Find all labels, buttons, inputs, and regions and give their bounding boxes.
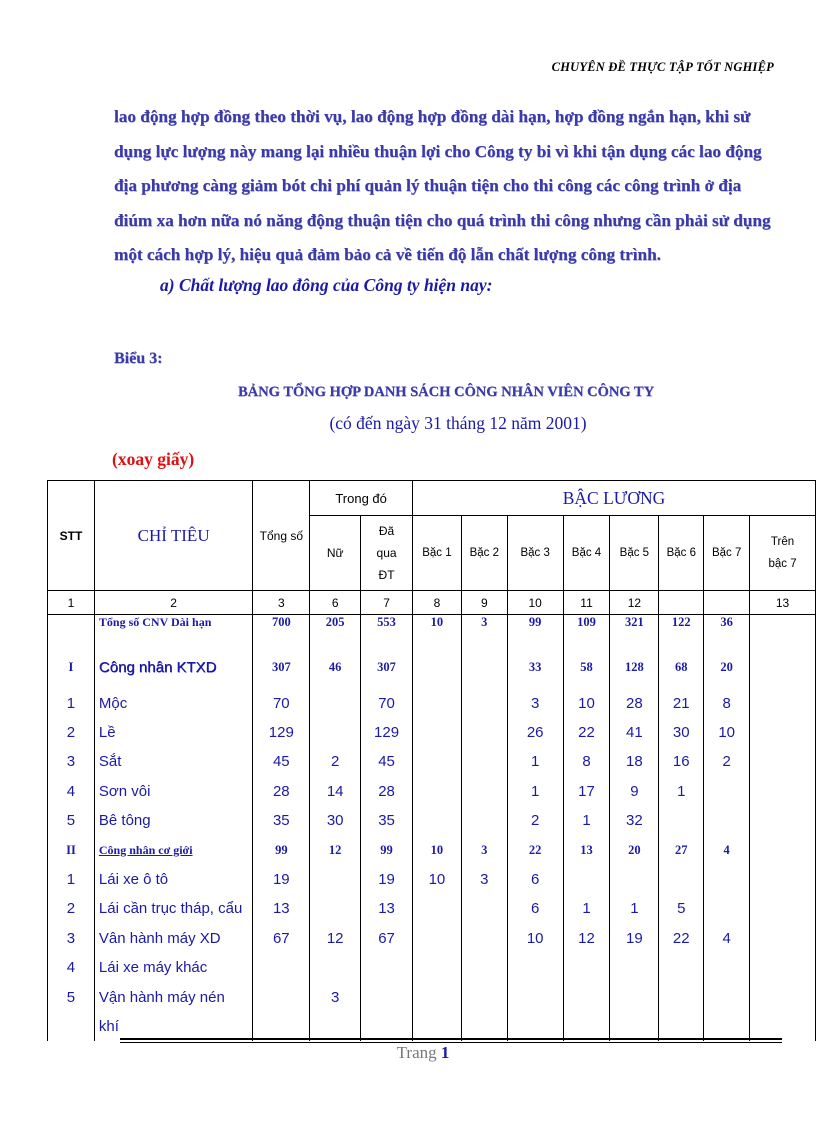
table-cell bbox=[750, 806, 816, 835]
table-cell bbox=[461, 924, 507, 953]
table-cell bbox=[704, 865, 750, 894]
table-cell bbox=[659, 953, 704, 982]
table-cell: 4 bbox=[704, 835, 750, 864]
column-number-row bbox=[48, 591, 816, 615]
table-cell: 19 bbox=[610, 924, 659, 953]
table-cell bbox=[310, 1012, 361, 1041]
column-number-cell: 2 bbox=[94, 591, 253, 615]
table-cell: 45 bbox=[253, 747, 310, 776]
table-cell bbox=[750, 953, 816, 982]
paragraph-line: địa phương càng giảm bót chi phí quản lý thuận tiện cho thi công các công trình ở địa bbox=[114, 176, 742, 195]
table-cell: Công nhân cơ giới bbox=[94, 835, 253, 864]
table-cell: 4 bbox=[48, 777, 95, 806]
header-tren-bac-7 bbox=[750, 516, 816, 591]
table-cell: 35 bbox=[361, 806, 413, 835]
staff-table bbox=[47, 480, 816, 1041]
table-cell: 70 bbox=[253, 689, 310, 718]
table-cell: 1 bbox=[48, 865, 95, 894]
table-cell: Tổng số CNV Dài hạn bbox=[94, 615, 253, 647]
table-cell: Sắt bbox=[94, 747, 253, 776]
table-cell: 99 bbox=[253, 835, 310, 864]
table-cell: 6 bbox=[507, 865, 563, 894]
table-cell bbox=[310, 689, 361, 718]
section-subheading: a) Chất lượng lao đông của Công ty hiện nay: bbox=[160, 275, 493, 295]
table-cell bbox=[750, 1012, 816, 1041]
table-cell bbox=[750, 924, 816, 953]
header-da-qua-dt bbox=[361, 516, 413, 591]
page-number: 1 bbox=[440, 1043, 450, 1062]
table-cell: 19 bbox=[361, 865, 413, 894]
table-cell bbox=[412, 1012, 461, 1041]
table-cell: 321 bbox=[610, 615, 659, 647]
table-cell: 3 bbox=[461, 835, 507, 864]
table-cell: 70 bbox=[361, 689, 413, 718]
table-cell: 20 bbox=[610, 835, 659, 864]
table-cell: 68 bbox=[659, 647, 704, 689]
table-cell: 4 bbox=[704, 924, 750, 953]
table-cell: 28 bbox=[253, 777, 310, 806]
table-row bbox=[48, 1012, 816, 1041]
table-cell: 129 bbox=[253, 718, 310, 747]
table-row bbox=[48, 806, 816, 835]
header-bac-5: Bặc 5 bbox=[610, 516, 659, 591]
table-cell bbox=[750, 835, 816, 864]
table-cell bbox=[461, 718, 507, 747]
table-row bbox=[48, 718, 816, 747]
table-cell: 4 bbox=[48, 953, 95, 982]
table-cell: Công nhân KTXD bbox=[94, 647, 253, 689]
table-cell: 1 bbox=[507, 747, 563, 776]
table-cell: 28 bbox=[361, 777, 413, 806]
table-cell bbox=[461, 894, 507, 923]
table-cell bbox=[704, 982, 750, 1011]
column-number-cell: 8 bbox=[412, 591, 461, 615]
column-number-cell: 7 bbox=[361, 591, 413, 615]
table-cell: Vận hành máy nén bbox=[94, 982, 253, 1011]
table-cell: 36 bbox=[704, 615, 750, 647]
table-cell: 1 bbox=[507, 777, 563, 806]
table-row bbox=[48, 835, 816, 864]
table-cell: Bê tông bbox=[94, 806, 253, 835]
column-number-cell: 13 bbox=[750, 591, 816, 615]
table-cell: Lái xe ô tô bbox=[94, 865, 253, 894]
table-cell: Sơn vôi bbox=[94, 777, 253, 806]
table-cell: 2 bbox=[507, 806, 563, 835]
table-cell bbox=[750, 647, 816, 689]
header-tren: Trên bbox=[770, 536, 795, 548]
table-cell bbox=[361, 953, 413, 982]
table-cell: 16 bbox=[659, 747, 704, 776]
table-cell: 19 bbox=[253, 865, 310, 894]
table-cell: 46 bbox=[310, 647, 361, 689]
table-cell: 10 bbox=[704, 718, 750, 747]
table-cell bbox=[310, 894, 361, 923]
table-cell: 18 bbox=[610, 747, 659, 776]
table-cell: 1 bbox=[48, 689, 95, 718]
table-cell: 28 bbox=[610, 689, 659, 718]
table-cell: 20 bbox=[704, 647, 750, 689]
table-cell: 10 bbox=[412, 865, 461, 894]
table-cell bbox=[310, 953, 361, 982]
table-cell bbox=[750, 777, 816, 806]
table-cell bbox=[48, 1012, 95, 1041]
table-cell bbox=[563, 982, 610, 1011]
table-row bbox=[48, 865, 816, 894]
table-cell bbox=[461, 953, 507, 982]
table-cell: 10 bbox=[412, 615, 461, 647]
table-cell bbox=[361, 982, 413, 1011]
table-cell: 12 bbox=[310, 835, 361, 864]
column-number-cell: 12 bbox=[610, 591, 659, 615]
table-cell bbox=[253, 953, 310, 982]
document-header: CHUYÊN ĐỀ THỰC TẬP TỐT NGHIỆP bbox=[551, 60, 774, 74]
table-cell bbox=[610, 982, 659, 1011]
table-cell: 14 bbox=[310, 777, 361, 806]
column-number-cell: 6 bbox=[310, 591, 361, 615]
table-cell: 22 bbox=[659, 924, 704, 953]
table-cell bbox=[412, 806, 461, 835]
table-cell bbox=[412, 982, 461, 1011]
table-cell: 128 bbox=[610, 647, 659, 689]
table-cell: 5 bbox=[659, 894, 704, 923]
table-cell: 12 bbox=[310, 924, 361, 953]
column-number-cell: 9 bbox=[461, 591, 507, 615]
table-cell: Lề bbox=[94, 718, 253, 747]
table-cell: 122 bbox=[659, 615, 704, 647]
header-stt: STT bbox=[48, 481, 95, 591]
table-cell bbox=[563, 953, 610, 982]
table-row bbox=[48, 689, 816, 718]
table-cell: 22 bbox=[507, 835, 563, 864]
table-cell bbox=[750, 865, 816, 894]
rotate-note: (xoay giấy) bbox=[112, 449, 195, 469]
column-number-cell: 10 bbox=[507, 591, 563, 615]
table-cell: 21 bbox=[659, 689, 704, 718]
table-cell: 700 bbox=[253, 615, 310, 647]
table-cell: Lái cần trục tháp, cẩu bbox=[94, 894, 253, 923]
table-cell: 3 bbox=[461, 865, 507, 894]
table-cell bbox=[507, 982, 563, 1011]
table-cell bbox=[310, 718, 361, 747]
header-nu: Nữ bbox=[310, 516, 361, 591]
body-paragraph bbox=[114, 100, 780, 273]
table-cell: 3 bbox=[48, 747, 95, 776]
page-label: Trang bbox=[396, 1043, 437, 1062]
table-cell: 6 bbox=[507, 894, 563, 923]
table-cell: khí bbox=[94, 1012, 253, 1041]
table-cell: 109 bbox=[563, 615, 610, 647]
table-cell bbox=[659, 806, 704, 835]
table-cell bbox=[253, 1012, 310, 1041]
figure-label: Biểu 3: bbox=[114, 350, 163, 367]
table-cell: 129 bbox=[361, 718, 413, 747]
table-cell bbox=[563, 1012, 610, 1041]
footer-rule bbox=[120, 1038, 782, 1040]
table-cell: 3 bbox=[48, 924, 95, 953]
table-cell: 205 bbox=[310, 615, 361, 647]
table-cell bbox=[412, 647, 461, 689]
table-cell: 10 bbox=[412, 835, 461, 864]
paragraph-line: dụng lực lượng này mang lại nhiều thuận lợi cho Công ty bi vì khi tận dụng các lao động bbox=[114, 141, 762, 161]
table-cell: Mộc bbox=[94, 689, 253, 718]
table-cell: Vân hành máy XD bbox=[94, 924, 253, 953]
table-cell bbox=[461, 689, 507, 718]
table-cell: 26 bbox=[507, 718, 563, 747]
header-bac-4: Bặc 4 bbox=[563, 516, 610, 591]
table-cell bbox=[750, 689, 816, 718]
paragraph-line: lao động hợp đồng theo thời vụ, lao động hợp đồng dài hạn, hợp đồng ngắn hạn, khi sử bbox=[114, 107, 751, 126]
table-cell bbox=[610, 1012, 659, 1041]
header-tong-so: Tổng số bbox=[253, 481, 310, 591]
table-cell bbox=[750, 894, 816, 923]
table-cell: 307 bbox=[253, 647, 310, 689]
table-cell: 2 bbox=[48, 894, 95, 923]
header-bac-7: Bặc 7 bbox=[704, 516, 750, 591]
table-cell: 5 bbox=[48, 982, 95, 1011]
table-cell: 3 bbox=[507, 689, 563, 718]
table-date: (có đến ngày 31 tháng 12 năm 2001) bbox=[329, 413, 587, 433]
table-cell: 99 bbox=[507, 615, 563, 647]
header-bac-2: Bặc 2 bbox=[461, 516, 507, 591]
column-number-cell bbox=[704, 591, 750, 615]
table-cell: 553 bbox=[361, 615, 413, 647]
table-cell bbox=[412, 894, 461, 923]
table-cell bbox=[750, 747, 816, 776]
table-cell bbox=[750, 615, 816, 647]
table-cell bbox=[704, 1012, 750, 1041]
paragraph-line: điúm xa hơn nữa nó năng động thuận tiện cho quá trình thi công nhưng cần phải sử dụng bbox=[114, 210, 771, 230]
table-cell bbox=[461, 806, 507, 835]
table-cell: 1 bbox=[610, 894, 659, 923]
table-cell bbox=[507, 1012, 563, 1041]
table-cell: 99 bbox=[361, 835, 413, 864]
table-cell bbox=[704, 894, 750, 923]
table-cell: 45 bbox=[361, 747, 413, 776]
table-cell bbox=[412, 924, 461, 953]
table-row bbox=[48, 615, 816, 647]
table-row bbox=[48, 982, 816, 1011]
paragraph-line: một cách hợp lý, hiệu quả đảm bảo cả về tiến độ lẫn chất lượng công trình. bbox=[114, 245, 661, 264]
table-cell: I bbox=[48, 647, 95, 689]
table-cell bbox=[461, 982, 507, 1011]
table-row bbox=[48, 777, 816, 806]
table-cell bbox=[704, 953, 750, 982]
header-qua: qua bbox=[376, 546, 397, 560]
table-cell bbox=[412, 777, 461, 806]
table-cell: 2 bbox=[310, 747, 361, 776]
table-row bbox=[48, 747, 816, 776]
table-cell bbox=[704, 806, 750, 835]
header-bac7-label: bậc 7 bbox=[768, 558, 797, 570]
table-cell: 13 bbox=[361, 894, 413, 923]
table-cell: 2 bbox=[704, 747, 750, 776]
table-cell: 58 bbox=[563, 647, 610, 689]
table-cell bbox=[750, 982, 816, 1011]
table-cell: 67 bbox=[361, 924, 413, 953]
table-cell: 35 bbox=[253, 806, 310, 835]
table-cell: 17 bbox=[563, 777, 610, 806]
table-cell: Lái xe máy khác bbox=[94, 953, 253, 982]
table-cell bbox=[310, 865, 361, 894]
table-cell: 1 bbox=[563, 894, 610, 923]
page-footer bbox=[0, 1043, 816, 1063]
table-cell bbox=[361, 1012, 413, 1041]
table-cell: 27 bbox=[659, 835, 704, 864]
header-bac-luong: BẬC LƯƠNG bbox=[412, 481, 815, 516]
header-bac-6: Bặc 6 bbox=[659, 516, 704, 591]
column-number-cell: 1 bbox=[48, 591, 95, 615]
table-cell: 3 bbox=[461, 615, 507, 647]
table-row bbox=[48, 924, 816, 953]
table-cell: 1 bbox=[563, 806, 610, 835]
header-chi-tieu: CHỈ TIÊU bbox=[94, 481, 253, 591]
table-title: BẢNG TỔNG HỢP DANH SÁCH CÔNG NHÂN VIÊN CÔNG TY bbox=[237, 384, 655, 400]
table-cell: 32 bbox=[610, 806, 659, 835]
table-cell: 3 bbox=[310, 982, 361, 1011]
table-cell: 307 bbox=[361, 647, 413, 689]
header-bac-1: Bặc 1 bbox=[412, 516, 461, 591]
header-trong-do: Trong đó bbox=[310, 481, 413, 516]
table-cell bbox=[610, 953, 659, 982]
header-dt: ĐT bbox=[378, 568, 395, 582]
table-cell: 30 bbox=[310, 806, 361, 835]
table-cell bbox=[412, 718, 461, 747]
header-da: Đã bbox=[378, 524, 395, 538]
table-cell: 8 bbox=[563, 747, 610, 776]
table-cell bbox=[507, 953, 563, 982]
table-cell bbox=[412, 689, 461, 718]
table-cell bbox=[563, 865, 610, 894]
table-cell: 13 bbox=[563, 835, 610, 864]
table-cell: 10 bbox=[563, 689, 610, 718]
column-number-cell: 11 bbox=[563, 591, 610, 615]
table-cell bbox=[704, 777, 750, 806]
table-cell: 33 bbox=[507, 647, 563, 689]
table-cell: 1 bbox=[659, 777, 704, 806]
table-cell: 5 bbox=[48, 806, 95, 835]
table-cell bbox=[610, 865, 659, 894]
column-number-cell: 3 bbox=[253, 591, 310, 615]
table-cell bbox=[461, 747, 507, 776]
table-row bbox=[48, 894, 816, 923]
table-row bbox=[48, 953, 816, 982]
table-cell: 13 bbox=[253, 894, 310, 923]
table-cell bbox=[48, 615, 95, 647]
table-cell bbox=[412, 953, 461, 982]
table-cell: 10 bbox=[507, 924, 563, 953]
table-cell bbox=[750, 718, 816, 747]
table-cell: 41 bbox=[610, 718, 659, 747]
table-cell: 8 bbox=[704, 689, 750, 718]
column-number-cell bbox=[659, 591, 704, 615]
table-cell: II bbox=[48, 835, 95, 864]
table-cell: 12 bbox=[563, 924, 610, 953]
table-cell bbox=[461, 1012, 507, 1041]
table-cell bbox=[659, 1012, 704, 1041]
table-cell bbox=[461, 777, 507, 806]
table-cell: 22 bbox=[563, 718, 610, 747]
table-cell bbox=[659, 982, 704, 1011]
table-cell bbox=[253, 982, 310, 1011]
table-cell bbox=[461, 647, 507, 689]
table-cell: 30 bbox=[659, 718, 704, 747]
table-cell: 9 bbox=[610, 777, 659, 806]
table-cell: 67 bbox=[253, 924, 310, 953]
table-cell bbox=[412, 747, 461, 776]
table-row bbox=[48, 647, 816, 689]
header-bac-3: Bặc 3 bbox=[507, 516, 563, 591]
table-cell: 2 bbox=[48, 718, 95, 747]
table-cell bbox=[659, 865, 704, 894]
